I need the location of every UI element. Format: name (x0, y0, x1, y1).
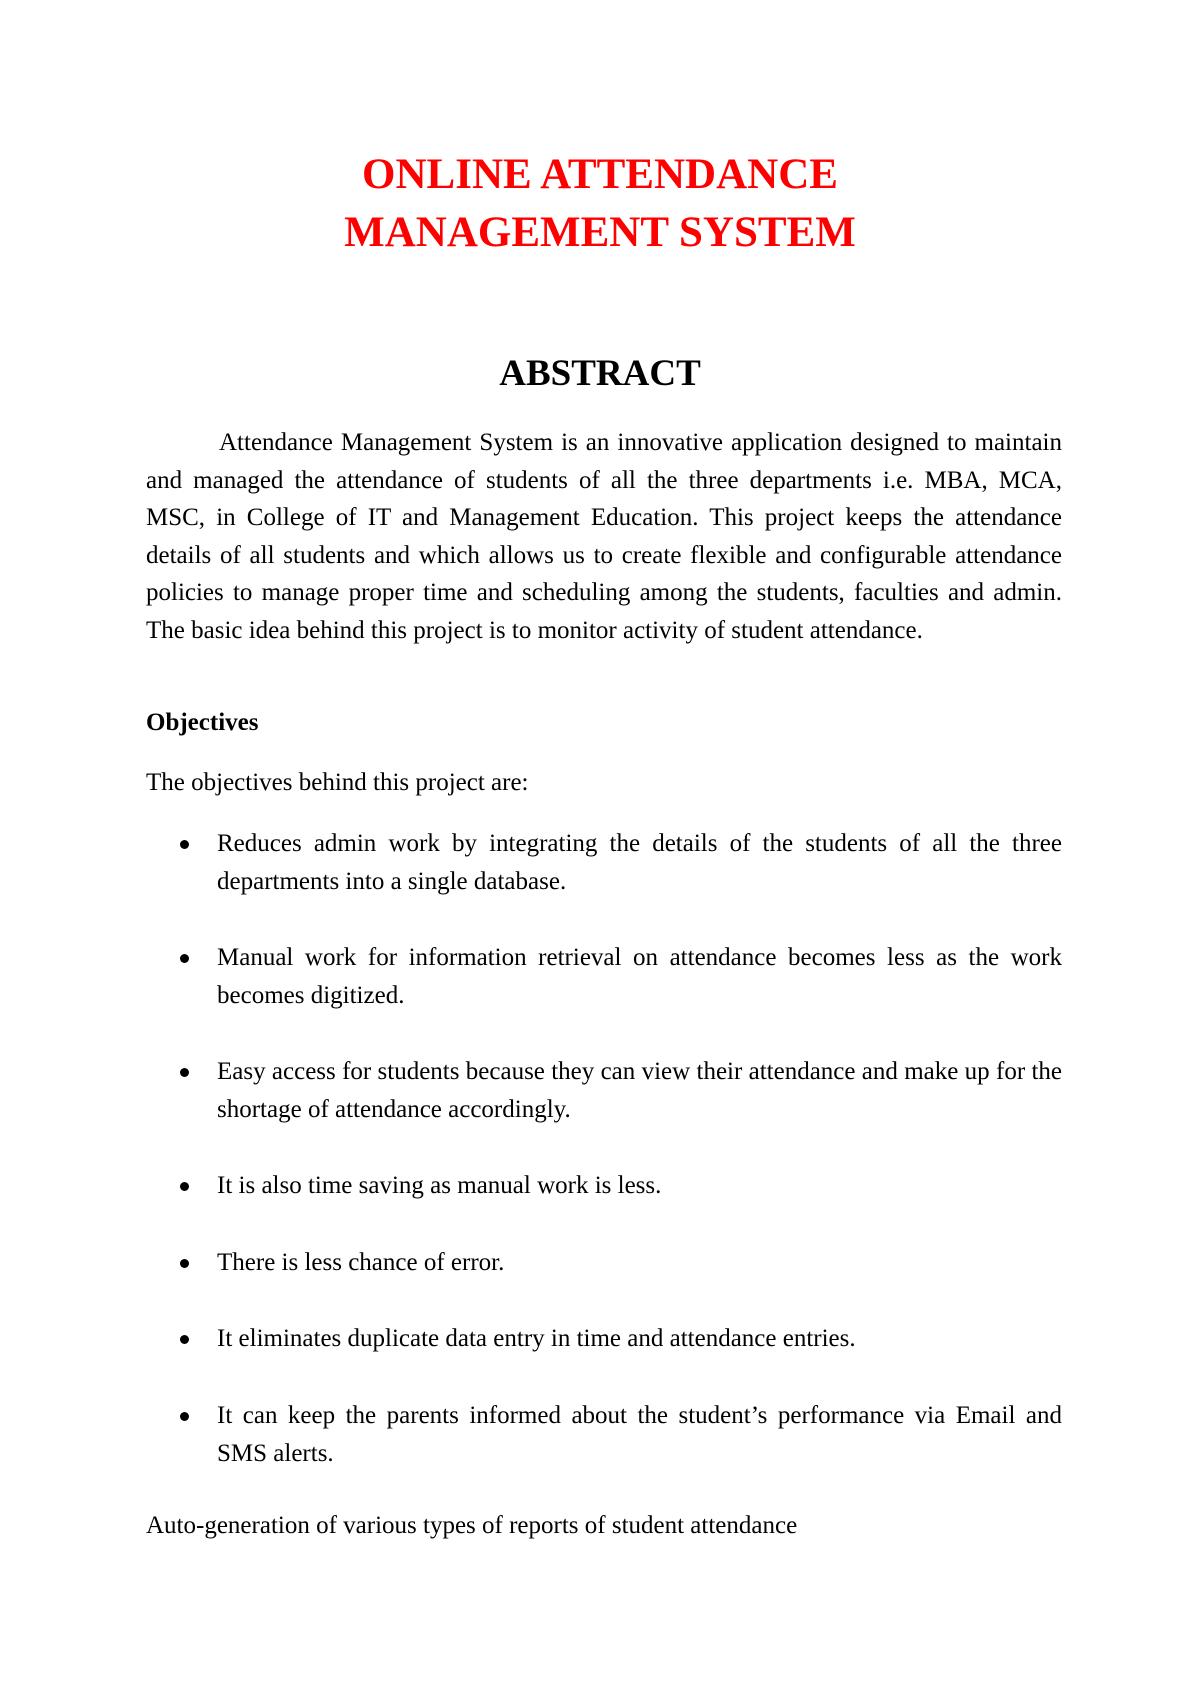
bullet-icon (180, 954, 189, 963)
objective-text: It can keep the parents informed about the student’s performance via Email and SMS alerts. (217, 1402, 1062, 1467)
objective-item (180, 1397, 1062, 1472)
objective-item (180, 1320, 1062, 1358)
objective-item (180, 939, 1062, 1014)
bullet-icon (180, 1182, 189, 1191)
objective-text: It eliminates duplicate data entry in time and attendance entries. (217, 1325, 856, 1352)
objectives-heading: Objectives (146, 709, 259, 736)
bullet-icon (180, 1068, 189, 1077)
closing-line: Auto-generation of various types of reports of student attendance (146, 1512, 798, 1539)
objective-text: Reduces admin work by integrating the details of the students of all the three departments into a single database. (217, 830, 1062, 895)
objective-item (180, 1053, 1062, 1128)
bullet-icon (180, 1335, 189, 1344)
bullet-icon (180, 1412, 189, 1421)
objective-text: Manual work for information retrieval on attendance becomes less as the work becomes digitized. (217, 944, 1062, 1009)
objective-text: It is also time saving as manual work is less. (217, 1172, 662, 1199)
bullet-icon (180, 1259, 189, 1268)
title-line-1: ONLINE ATTENDANCE (362, 151, 838, 198)
objective-item (180, 1167, 1062, 1205)
bullet-icon (180, 840, 189, 849)
objectives-intro: The objectives behind this project are: (146, 769, 529, 796)
objective-item (180, 825, 1062, 900)
title-line-2: MANAGEMENT SYSTEM (344, 209, 856, 256)
objective-text: There is less chance of error. (217, 1249, 505, 1276)
objective-item (180, 1244, 1062, 1282)
abstract-heading: ABSTRACT (499, 353, 701, 394)
document-title (0, 146, 1200, 262)
abstract-paragraph: Attendance Management System is an innovative application designed to maintain and managed the attendance of students of all the three departments i.e. MBA, MCA, MSC, in College of IT and Management Education. This project keeps the attendance details of all students and which allows us to create flexible and configurable attendance policies to manage proper time and scheduling among the students, faculties and admin. The basic idea behind this project is to monitor activity of student attendance. (146, 429, 1062, 644)
objective-text: Easy access for students because they can view their attendance and make up for the shortage of attendance accordingly. (217, 1058, 1062, 1123)
